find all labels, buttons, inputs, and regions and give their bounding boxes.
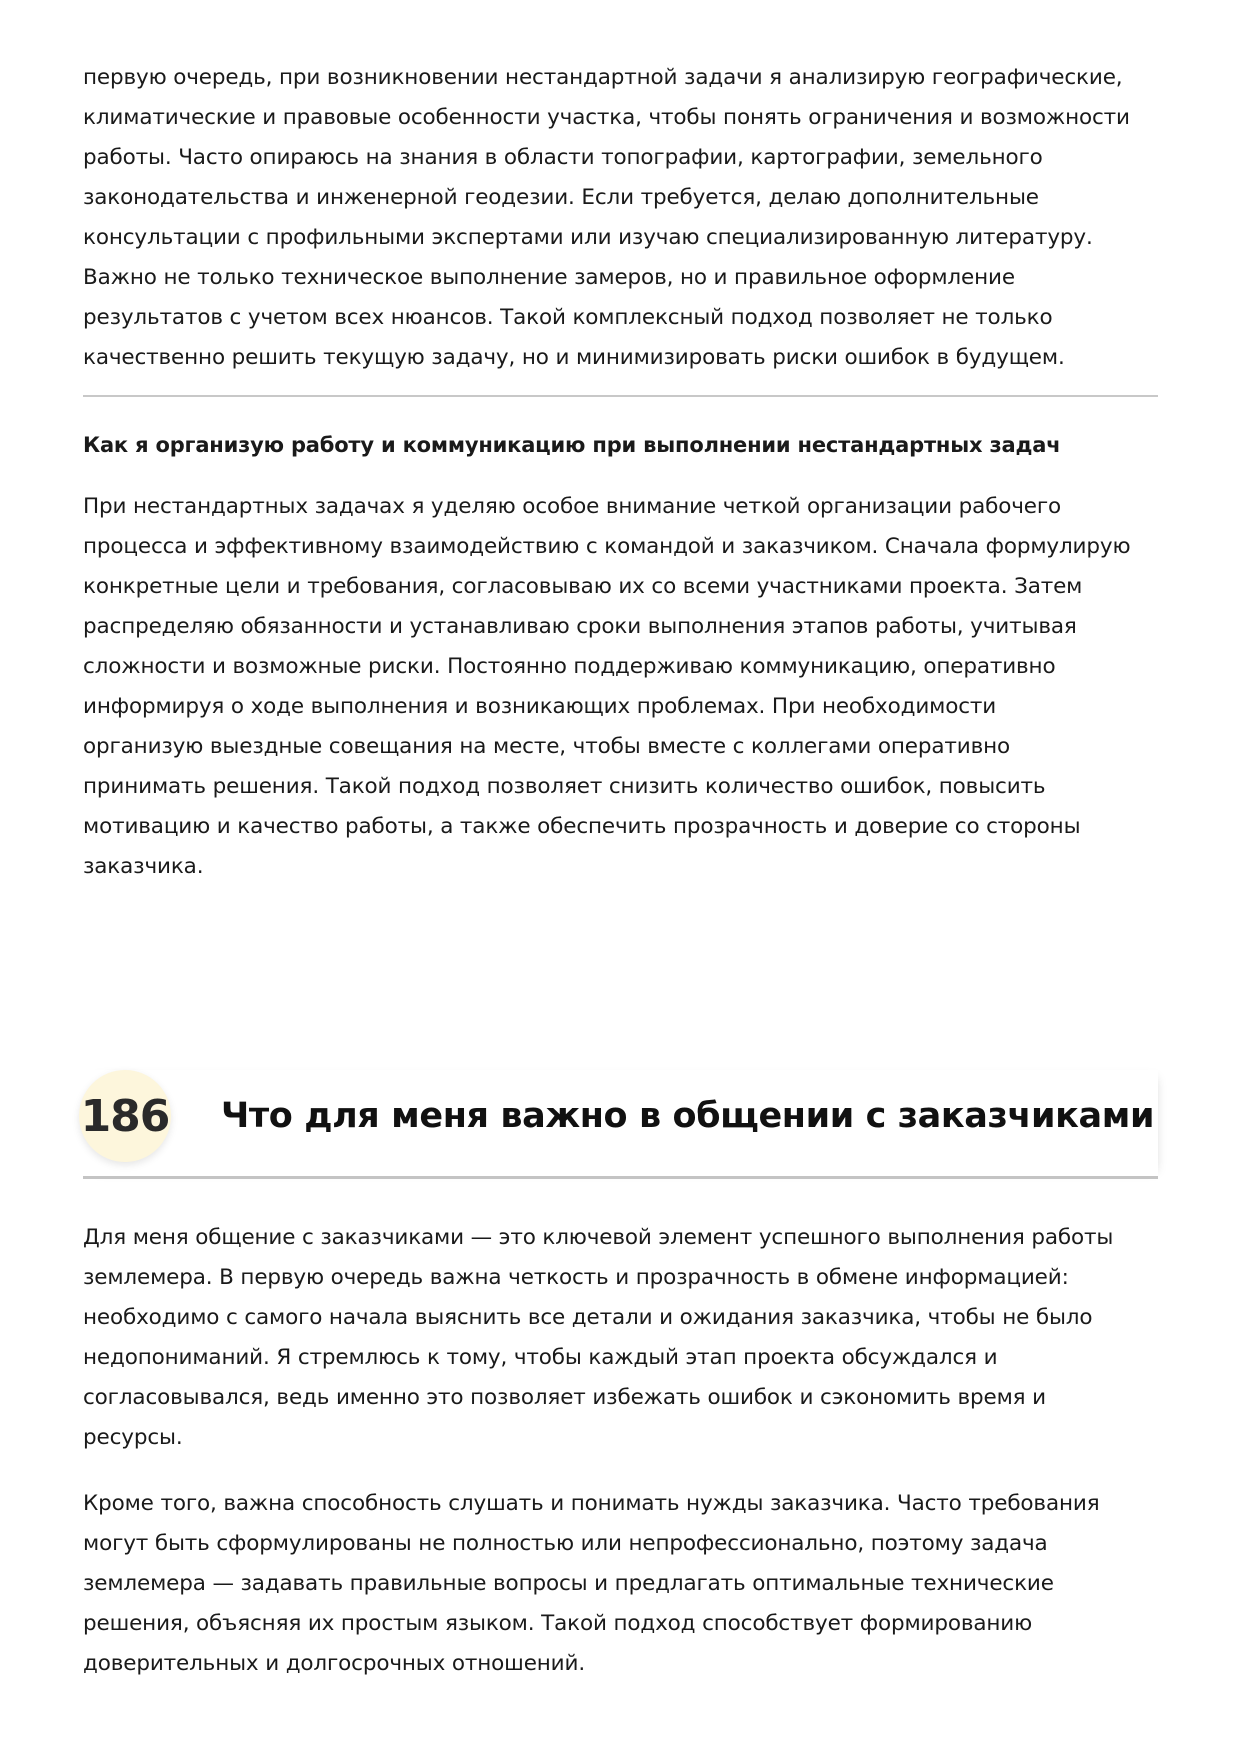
- top-section: [83, 58, 1158, 887]
- text-line: первую очередь, при возникновении нестандартной задачи я анализирую географические,: [83, 65, 1123, 90]
- chapter-paragraph-1: [83, 1218, 1158, 1458]
- text-line: решения, объясняя их простым языком. Такой подход способствует формированию: [83, 1611, 1033, 1636]
- text-line: результатов с учетом всех нюансов. Такой комплексный подход позволяет не только: [83, 305, 1053, 330]
- text-line: качественно решить текущую задачу, но и минимизировать риски ошибок в будущем.: [83, 345, 1065, 370]
- text-line: доверительных и долгосрочных отношений.: [83, 1651, 586, 1676]
- section-divider: [83, 395, 1158, 397]
- text-line: работы. Часто опираюсь на знания в области топографии, картографии, земельного: [83, 145, 1043, 170]
- text-line: консультации с профильными экспертами или изучаю специализированную литературу.: [83, 225, 1093, 250]
- text-line: Для меня общение с заказчиками — это ключевой элемент успешного выполнения работы: [83, 1225, 1114, 1250]
- chapter-header: [80, 1070, 1158, 1179]
- text-line: согласовывался, ведь именно это позволяет избежать ошибок и сэкономить время и: [83, 1385, 1046, 1410]
- chapter-title: Что для меня важно в общении с заказчиками: [221, 1096, 1155, 1136]
- text-line: При нестандартных задачах я уделяю особое внимание четкой организации рабочего: [83, 494, 1061, 519]
- text-line: могут быть сформулированы не полностью или непрофессионально, поэтому задача: [83, 1531, 1048, 1556]
- text-line: землемера. В первую очередь важна четкость и прозрачность в обмене информацией:: [83, 1265, 1069, 1290]
- text-line: заказчика.: [83, 854, 204, 879]
- text-line: землемера — задавать правильные вопросы и предлагать оптимальные технические: [83, 1571, 1054, 1596]
- text-line: Кроме того, важна способность слушать и понимать нужды заказчика. Часто требования: [83, 1491, 1100, 1516]
- text-line: принимать решения. Такой подход позволяет снизить количество ошибок, повысить: [83, 774, 1046, 799]
- text-line: сложности и возможные риски. Постоянно поддерживаю коммуникацию, оперативно: [83, 654, 1056, 679]
- section-subheading: Как я организую работу и коммуникацию при выполнении нестандартных задач: [83, 433, 1061, 457]
- text-line: законодательства и инженерной геодезии. Если требуется, делаю дополнительные: [83, 185, 1039, 210]
- text-line: процесса и эффективному взаимодействию с командой и заказчиком. Сначала формулирую: [83, 534, 1131, 559]
- text-line: Важно не только техническое выполнение замеров, но и правильное оформление: [83, 265, 1015, 290]
- text-line: ресурсы.: [83, 1425, 183, 1450]
- text-line: мотивацию и качество работы, а также обеспечить прозрачность и доверие со стороны: [83, 814, 1081, 839]
- chapter-paragraph-2: [83, 1484, 1158, 1684]
- text-line: необходимо с самого начала выяснить все детали и ожидания заказчика, чтобы не было: [83, 1305, 1093, 1330]
- text-line: климатические и правовые особенности участка, чтобы понять ограничения и возможности: [83, 105, 1130, 130]
- continued-paragraph: [83, 58, 1158, 378]
- organization-paragraph: [83, 487, 1158, 887]
- text-line: информируя о ходе выполнения и возникающих проблемах. При необходимости: [83, 694, 997, 719]
- text-line: недопониманий. Я стремлюсь к тому, чтобы каждый этап проекта обсуждался и: [83, 1345, 998, 1370]
- text-line: организую выездные совещания на месте, чтобы вместе с коллегами оперативно: [83, 734, 1011, 759]
- chapter-body: [83, 1218, 1158, 1684]
- chapter-number-badge: 186: [79, 1070, 171, 1162]
- text-line: конкретные цели и требования, согласовываю их со всеми участниками проекта. Затем: [83, 574, 1083, 599]
- text-line: распределяю обязанности и устанавливаю сроки выполнения этапов работы, учитывая: [83, 614, 1077, 639]
